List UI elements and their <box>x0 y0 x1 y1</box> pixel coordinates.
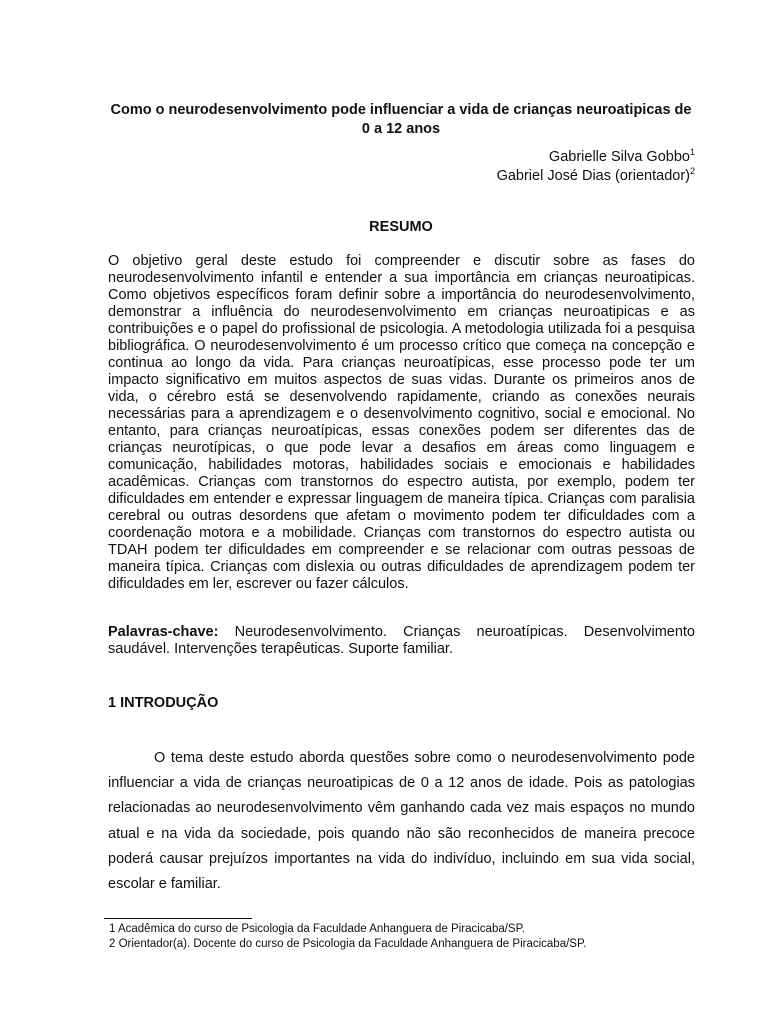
abstract-text: O objetivo geral deste estudo foi compreender e discutir sobre as fases do neurodesenvolvimento infantil e entender a sua importância em crianças neuroatipicas. Como objetivos específicos foram definir sobre a importância do neurodesenvolvimento, demonstrar a influência do neurodesenvolvimento em crianças neuroatipicas e as contribuições e o papel do profissional de psicologia. A metodologia utilizada foi a pesquisa bibliográfica. O neurodesenvolvimento é um processo crítico que começa na concepção e continua ao longo da vida. Para crianças neuroatípicas, esse processo pode ter um impacto significativo em muitos aspectos de suas vidas. Durante os primeiros anos de vida, o cérebro está se desenvolvendo rapidamente, criando as conexões neurais necessárias para a aprendizagem e o desenvolvimento cognitivo, social e emocional. No entanto, para crianças neuroatípicas, essas conexões podem ser diferentes das de crianças neurotípicas, o que pode levar a desafios em áreas como linguagem e comunicação, habilidades motoras, habilidades sociais e emocionais e habilidades acadêmicas. Crianças com transtornos do espectro autista, por exemplo, podem ter dificuldades em entender e expressar linguagem de maneira típica. Crianças com paralisia cerebral ou outras desordens que afetam o movimento podem ter dificuldades com a coordenação motora e a mobilidade. Crianças com transtornos do espectro autista ou TDAH podem ter dificuldades em compreender e se relacionar com outras pessoas de maneira típica. Crianças com dislexia ou outras dificuldades de aprendizagem podem ter dificuldades em ler, escrever ou fazer cálculos. <box>108 253 695 592</box>
footnote-1: 1 Acadêmica do curso de Psicologia da Faculdade Anhanguera de Piracicaba/SP. <box>109 923 525 935</box>
footnote-separator <box>104 918 252 919</box>
author-line <box>549 148 695 167</box>
author-name: Gabrielle Silva Gobbo <box>548 149 690 165</box>
advisor-line <box>497 167 695 186</box>
footnote-2: 2 Orientador(a). Docente do curso de Psicologia da Faculdade Anhanguera de Piracicaba/SP. <box>109 938 587 950</box>
advisor-footnote-ref: 2 <box>689 166 695 176</box>
advisor-name: Gabriel José Dias (orientador) <box>496 168 690 184</box>
abstract-heading: RESUMO <box>369 219 433 235</box>
introduction-paragraph: O tema deste estudo aborda questões sobre como o neurodesenvolvimento pode influenciar a vida de crianças neuroatipicas de 0 a 12 anos de idade. Pois as patologias relacionadas ao neurodesenvolvimento vêm ganhando cada vez mais espaços no mundo atual e na vida da sociedade, pois quando não são reconhecidos de maneira precoce poderá causar prejuízos importantes na vida do indivíduo, incluindo em sua vida social, escolar e familiar. <box>108 750 695 893</box>
keywords-text: Neurodesenvolvimento. Crianças neuroatípicas. Desenvolvimento saudável. Intervenções terapêuticas. Suporte familiar. <box>108 624 695 657</box>
keywords <box>108 624 695 658</box>
keywords-label: Palavras-chave: <box>108 624 219 640</box>
author-footnote-ref: 1 <box>689 147 695 157</box>
section-heading-introduction: 1 INTRODUÇÃO <box>108 695 219 711</box>
document-title: Como o neurodesenvolvimento pode influenciar a vida de crianças neuroatipicas de 0 a 12 anos <box>110 102 692 137</box>
